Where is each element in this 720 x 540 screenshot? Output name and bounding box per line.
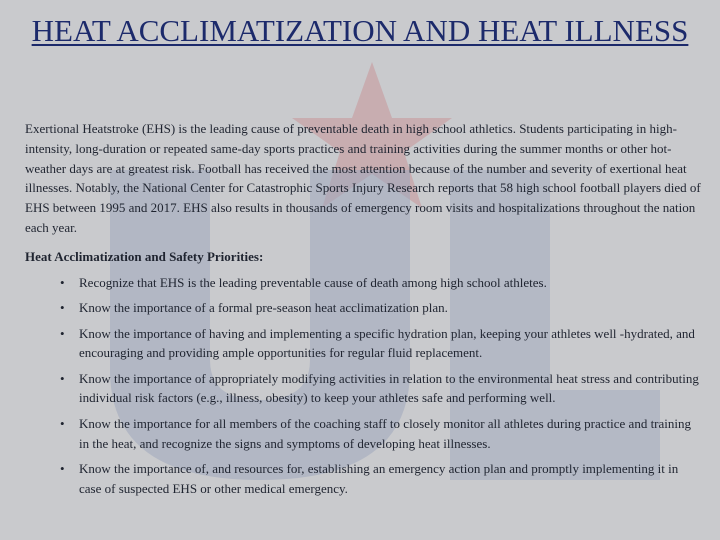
bullet-icon: • bbox=[60, 415, 65, 431]
bullet-icon: • bbox=[60, 325, 65, 341]
page-title: HEAT ACCLIMATIZATION AND HEAT ILLNESS bbox=[31, 13, 689, 48]
list-item-text: Know the importance of having and implementing a specific hydration plan, keeping your athletes well -hydrated, and encouraging and providing ample opportunities for regular fluid replacement. bbox=[79, 325, 695, 361]
bullet-icon: • bbox=[60, 275, 65, 290]
list-item-text: Know the importance of appropriately modifying activities in relation to the environmental heat stress and contributing individual risk factors (e.g., illness, obesity) to keep your athletes safe and performing well. bbox=[79, 370, 699, 406]
bullet-icon: • bbox=[60, 460, 65, 476]
list-item-text: Know the importance for all members of the coaching staff to closely monitor all athletes during practice and training in the heat, and recognize the signs and symptoms of developing heat illnesses. bbox=[79, 415, 692, 451]
list-item bbox=[60, 273, 702, 293]
list-item bbox=[60, 414, 702, 454]
bullet-icon: • bbox=[60, 300, 65, 316]
list-item-text: Know the importance of, and resources for, establishing an emergency action plan and promptly implementing it in case of suspected EHS or other medical emergency. bbox=[79, 460, 679, 496]
list-item bbox=[60, 459, 702, 499]
intro-paragraph: Exertional Heatstroke (EHS) is the leading cause of preventable death in high school athletics. Students participating in high-intensity, long-duration or repeated same-day sports practices and training activities during the summer months or other hot-weather days are at greatest risk. Football has received the most attention because of the number and severity of exertional heat illnesses. Notably, the National Center for Catastrophic Sports Injury Research reports that 58 high school football players died of EHS between 1995 and 2017. EHS also results in thousands of emergency room visits and hospitalizations throughout the nation each year. bbox=[25, 121, 701, 235]
bullet-icon: • bbox=[60, 370, 65, 386]
list-item-text: Know the importance of a formal pre-season heat acclimatization plan. bbox=[79, 300, 448, 316]
list-item bbox=[60, 298, 702, 318]
list-item-text: Recognize that EHS is the leading preventable cause of death among high school athletes. bbox=[79, 275, 547, 290]
section-heading: Heat Acclimatization and Safety Priorities: bbox=[25, 249, 264, 264]
list-item bbox=[60, 369, 702, 409]
list-item bbox=[60, 324, 702, 364]
priority-list bbox=[60, 273, 702, 504]
